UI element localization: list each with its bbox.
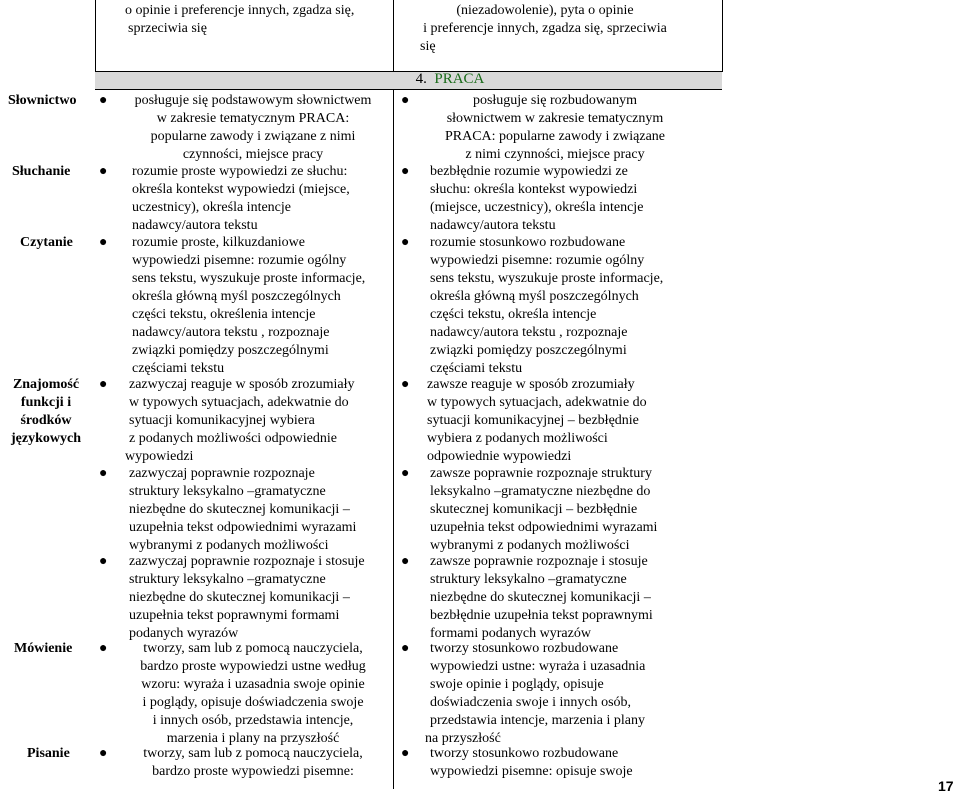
czytanie-extended-text: rozumie stosunkowo rozbudowane wypowiedzi pisemne: rozumie ogólny sens tekstu, wyszukuje proste informacje, określa główną myśl poszczególnych części tekstu, określa intencje nadawcy/autora tekstu , rozpoznaje związki pomiędzy poszczególnymi częściami tekstu xyxy=(430,235,664,376)
sluchanie-extended-text: bezbłędnie rozumie wypowiedzi ze słuchu: określa kontekst wypowiedzi (miejsce, uczestnicy), określa intencje nadawcy/autora tekstu xyxy=(430,164,644,233)
znajomosc-extended-text-3: zawsze poprawnie rozpoznaje i stosuje struktury leksykalno –gramatyczne niezbędne do skutecznej komunikacji – bezbłędnie uzupełnia tekst poprawnymi formami podanych wyrazów xyxy=(430,554,653,641)
mowienie-extended-text: tworzy stosunkowo rozbudowane wypowiedzi ustne: wyraża i uzasadnia swoje opinie i poglądy, opisuje doświadczenia swoje i innych osób, przedstawia intencje, marzenia i plany na przyszłość xyxy=(425,641,646,746)
bullet-icon: ● xyxy=(99,377,108,392)
mowienie-basic-text: tworzy, sam lub z pomocą nauczyciela, bardzo proste wypowiedzi ustne według wzoru: wyraża i uzasadnia swoje opinie i poglądy, opisuje doświadczenia swoje i innych osób, przedstawia intencje, marzenia i plany na przyszłość xyxy=(140,641,366,746)
slownictwo-extended-text: posługuje się rozbudowanym słownictwem w zakresie tematycznym PRACA: popularne zawody i związane z nimi czynności, miejsce pracy xyxy=(444,93,666,162)
top-row-right-text: (niezadowolenie), pyta o opinie i preferencje innych, zgadza się, sprzeciwia się xyxy=(420,3,667,54)
table-column-divider xyxy=(393,89,394,789)
znajomosc-extended-text-2: zawsze poprawnie rozpoznaje struktury leksykalno –gramatyczne niezbędne do skutecznej komunikacji – bezbłędnie uzupełnia tekst odpowiednimi wyrazami wybranymi z podanych możliwości xyxy=(430,466,658,553)
bullet-icon: ● xyxy=(99,93,108,108)
top-row-left-text: o opinie i preferencje innych, zgadza się, sprzeciwia się xyxy=(125,3,355,36)
page-number: 17 xyxy=(938,778,954,794)
bullet-icon: ● xyxy=(401,466,410,481)
bullet-icon: ● xyxy=(99,466,108,481)
bullet-icon: ● xyxy=(401,377,410,392)
row-label-slownictwo: Słownictwo xyxy=(8,93,77,108)
table-column-divider xyxy=(393,0,394,72)
slownictwo-basic-text: posługuje się podstawowym słownictwem w zakresie tematycznym PRACA: popularne zawody i związane z nimi czynności, miejsce pracy xyxy=(134,93,372,162)
bullet-icon: ● xyxy=(401,235,410,250)
sluchanie-basic-text: rozumie proste wypowiedzi ze słuchu: określa kontekst wypowiedzi (miejsce, uczestnicy), określa intencje nadawcy/autora tekstu xyxy=(132,164,350,233)
bullet-icon: ● xyxy=(401,93,410,108)
bullet-icon: ● xyxy=(99,641,108,656)
section-title: 4. PRACA xyxy=(415,71,485,87)
row-label-mowienie: Mówienie xyxy=(14,641,73,656)
znajomosc-basic-text-2: zazwyczaj poprawnie rozpoznaje struktury leksykalno –gramatyczne niezbędne do skutecznej komunikacji – uzupełnia tekst odpowiednimi wyrazami wybranymi z podanych możliwości xyxy=(129,466,357,553)
table-border-right xyxy=(722,0,723,72)
pisanie-basic-text: tworzy, sam lub z pomocą nauczyciela, bardzo proste wypowiedzi pisemne: xyxy=(143,746,363,779)
czytanie-basic-text: rozumie proste, kilkuzdaniowe wypowiedzi pisemne: rozumie ogólny sens tekstu, wyszukuje proste informacje, określa główną myśl poszczególnych części tekstu, określenia intencje nadawcy/autora tekstu , rozpoznaje związki pomiędzy poszczególnymi częściami tekstu xyxy=(132,235,366,376)
bullet-icon: ● xyxy=(99,554,108,569)
bullet-icon: ● xyxy=(99,164,108,179)
table-border-left xyxy=(95,0,96,72)
bullet-icon: ● xyxy=(401,164,410,179)
row-label-pisanie: Pisanie xyxy=(27,746,70,761)
bullet-icon: ● xyxy=(99,746,108,761)
znajomosc-extended-text-1: zawsze reaguje w sposób zrozumiały w typowych sytuacjach, adekwatnie do sytuacji komunikacyjnej – bezbłędnie wybiera z podanych możliwości odpowiednie wypowiedzi xyxy=(427,377,647,464)
znajomosc-basic-text-3: zazwyczaj poprawnie rozpoznaje i stosuje struktury leksykalno –gramatyczne niezbędne do skutecznej komunikacji – uzupełnia tekst poprawnymi formami podanych wyrazów xyxy=(129,554,365,641)
bullet-icon: ● xyxy=(99,235,108,250)
bullet-icon: ● xyxy=(401,746,410,761)
row-label-sluchanie: Słuchanie xyxy=(12,164,71,179)
znajomosc-basic-text-1: zazwyczaj reaguje w sposób zrozumiały w typowych sytuacjach, adekwatnie do sytuacji komunikacyjnej wybiera z podanych możliwości odpowiednie wypowiedzi xyxy=(125,377,355,464)
table-rule xyxy=(95,89,722,90)
bullet-icon: ● xyxy=(401,641,410,656)
row-label-czytanie: Czytanie xyxy=(20,235,73,250)
bullet-icon: ● xyxy=(401,554,410,569)
row-label-znajomosc: Znajomość funkcji i środków językowych xyxy=(11,377,81,446)
pisanie-extended-text: tworzy stosunkowo rozbudowane wypowiedzi pisemne: opisuje swoje xyxy=(430,746,633,779)
